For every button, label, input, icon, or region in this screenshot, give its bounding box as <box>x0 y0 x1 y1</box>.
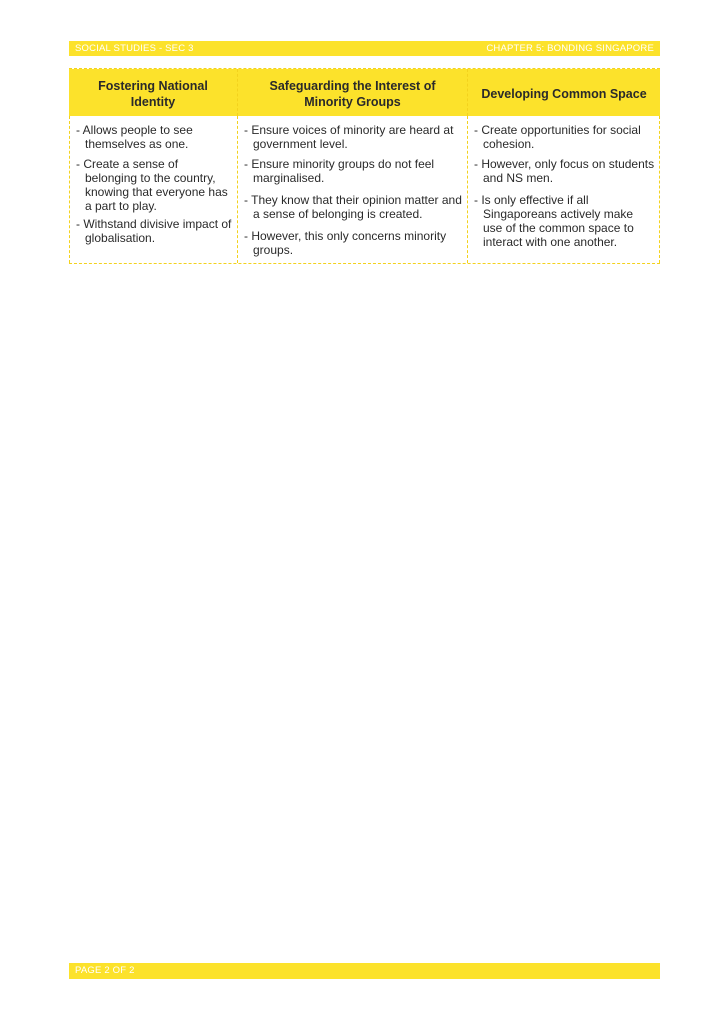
column-body-minority-groups <box>237 116 467 263</box>
column-body-common-space <box>467 116 660 263</box>
table-body-row <box>69 116 660 263</box>
comparison-table <box>69 68 660 264</box>
header-chapter: CHAPTER 5: BONDING SINGAPORE <box>486 43 654 54</box>
page-footer-bar <box>69 963 660 979</box>
column-heading-minority-groups: Safeguarding the Interest of Minority Groups <box>237 69 467 116</box>
header-subject: SOCIAL STUDIES - SEC 3 <box>75 43 194 54</box>
list-item: - Create opportunities for social cohesion. <box>474 123 641 151</box>
list-item: - They know that their opinion matter and a sense of belonging is created. <box>244 193 462 221</box>
list-item: - Ensure minority groups do not feel marginalised. <box>244 157 435 185</box>
page-number: PAGE 2 OF 2 <box>75 965 135 976</box>
list-item: - However, this only concerns minority groups. <box>244 229 447 257</box>
list-item: - However, only focus on students and NS men. <box>474 157 655 185</box>
column-heading-national-identity: Fostering National Identity <box>98 78 208 109</box>
list-item: - Allows people to see themselves as one. <box>76 123 193 151</box>
page-header-bar <box>69 41 660 56</box>
table-header-row <box>69 69 660 116</box>
list-item: - Withstand divisive impact of globalisation. <box>76 217 232 245</box>
column-body-national-identity <box>69 116 237 263</box>
list-item: - Create a sense of belonging to the country, knowing that everyone has a part to play. <box>76 157 228 213</box>
list-item: - Ensure voices of minority are heard at government level. <box>244 123 454 151</box>
column-heading-common-space: Developing Common Space <box>467 69 660 116</box>
list-item: - Is only effective if all Singaporeans actively make use of the common space to interact with one another. <box>474 193 634 249</box>
